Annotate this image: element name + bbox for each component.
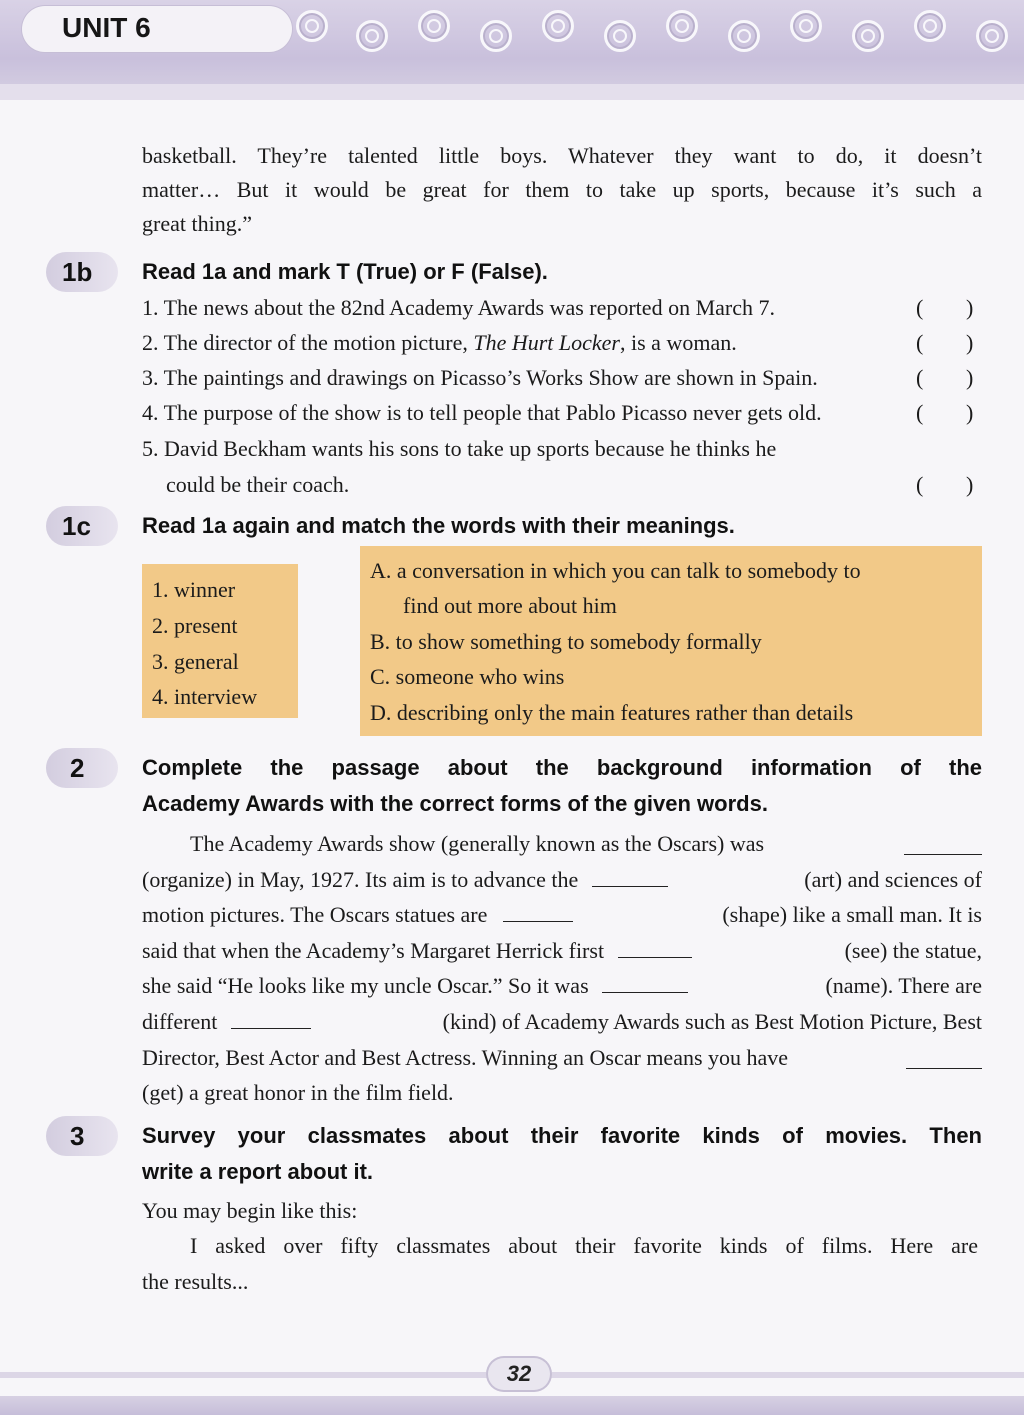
question-5: 5. David Beckham wants his sons to take up sports because he thinks he [142,436,777,461]
page-number: 32 [486,1356,552,1392]
words-box [142,564,298,718]
circle-icon [604,20,636,52]
circle-icon [480,20,512,52]
circle-icon [418,10,450,42]
fill-blank[interactable] [906,1046,982,1069]
section-badge-1b: 1b [46,252,118,292]
answer-paren-close: ) [966,330,974,355]
meaning-d: D. describing only the main features rather than details [370,700,854,725]
header-strip [0,84,1024,100]
answer-paren-open: ( [916,295,924,320]
fill-blank[interactable] [618,935,692,958]
circle-icon [976,20,1008,52]
fill-blank[interactable] [503,899,573,922]
answer-paren-close: ) [966,472,974,497]
section-1c-title: Read 1a again and match the words with their meanings. [142,513,735,538]
circle-icon [790,10,822,42]
circle-icon [914,10,946,42]
meaning-b: B. to show something to somebody formally [370,629,762,654]
passage-line-8: (get) a great honor in the film field. [142,1080,454,1105]
section-badge-3: 3 [46,1116,118,1156]
section-badge-2: 2 [46,748,118,788]
passage-line-4: said that when the Academy’s Margaret Herrick first (see) the statue, [142,933,982,968]
answer-paren-open: ( [916,365,924,390]
meaning-c: C. someone who wins [370,664,565,689]
question-1: 1. The news about the 82nd Academy Awards was reported on March 7. [142,295,775,320]
word-item: 1. winner [152,577,236,602]
fill-blank[interactable] [602,970,688,993]
passage-line-6: different (kind) of Academy Awards such as Best Motion Picture, Best [142,1004,982,1039]
section-3-line-1: You may begin like this: [142,1198,358,1223]
intro-line-2: matter… But it would be great for them to take up sports, because it’s such a [142,177,982,202]
section-2-title-1: Complete the passage about the background information of the [142,755,982,780]
section-badge-1c: 1c [46,506,118,546]
answer-paren-close: ) [966,295,974,320]
question-5-cont: could be their coach. [166,472,350,497]
circle-icon [296,10,328,42]
unit-title: UNIT 6 [62,12,151,43]
answer-paren-close: ) [966,365,974,390]
word-item: 3. general [152,649,239,674]
circle-icon [666,10,698,42]
question-3: 3. The paintings and drawings on Picasso’s Works Show are shown in Spain. [142,365,818,390]
fill-blank[interactable] [904,832,982,855]
intro-line-1: basketball. They’re talented little boys. Whatever they want to do, it doesn’t [142,143,982,168]
question-4: 4. The purpose of the show is to tell people that Pablo Picasso never gets old. [142,400,822,425]
section-3-line-3: the results... [142,1269,249,1294]
passage-line-5: she said “He looks like my uncle Oscar.” So it was (name). There are [142,968,982,1003]
page-footer [0,1396,1024,1415]
fill-blank[interactable] [592,864,668,887]
answer-paren-close: ) [966,400,974,425]
passage-line-3: motion pictures. The Oscars statues are (shape) like a small man. It is [142,897,982,932]
section-3-title-1: Survey your classmates about their favorite kinds of movies. Then [142,1123,982,1148]
section-3-title-2: write a report about it. [142,1159,374,1184]
section-1b-title: Read 1a and mark T (True) or F (False). [142,259,548,284]
answer-paren-open: ( [916,330,924,355]
meaning-a-cont: find out more about him [403,593,617,618]
answer-paren-open: ( [916,400,924,425]
meaning-a: A. a conversation in which you can talk to somebody to [370,558,861,583]
answer-paren-open: ( [916,472,924,497]
word-item: 4. interview [152,684,258,709]
circle-icon [356,20,388,52]
passage-line-7: Director, Best Actor and Best Actress. Winning an Oscar means you have [142,1040,982,1075]
fill-blank[interactable] [231,1006,311,1029]
question-2: 2. The director of the motion picture, The Hurt Locker, is a woman. [142,330,737,355]
circle-icon [852,20,884,52]
passage-line-2: (organize) in May, 1927. Its aim is to advance the (art) and sciences of [142,862,982,897]
intro-line-3: great thing.” [142,211,252,236]
circle-icon [728,20,760,52]
section-3-line-2: I asked over fifty classmates about their favorite kinds of films. Here are [190,1233,978,1258]
meanings-box [360,546,982,736]
word-item: 2. present [152,613,238,638]
passage-line-1: The Academy Awards show (generally known as the Oscars) was [142,826,982,861]
circle-icon [542,10,574,42]
section-2-title-2: Academy Awards with the correct forms of the given words. [142,791,768,816]
